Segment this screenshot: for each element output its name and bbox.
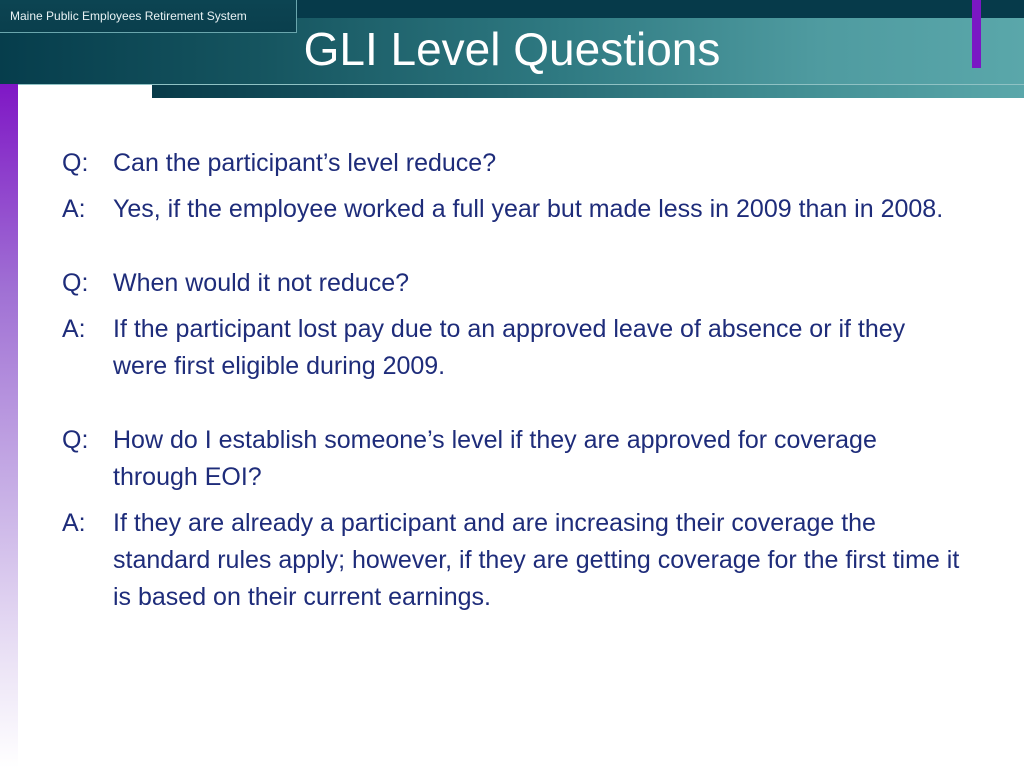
answer-row	[62, 191, 962, 228]
answer-marker: A:	[62, 315, 86, 343]
qa-content	[62, 145, 962, 616]
organization-name: Maine Public Employees Retirement System	[10, 9, 247, 23]
question-marker: Q:	[62, 269, 89, 297]
question-text: Can the participant’s level reduce?	[113, 149, 497, 177]
question-text: When would it not reduce?	[113, 269, 410, 297]
answer-row	[62, 311, 962, 385]
answer-text: If they are already a participant and are increasing their coverage the standard rules apply; however, if they are getting coverage for the first time it is based on their current earnings.	[113, 509, 960, 611]
question-marker: Q:	[62, 426, 89, 454]
question-row	[62, 145, 962, 182]
slide-title: GLI Level Questions	[303, 23, 721, 75]
purple-accent-bar	[972, 0, 981, 68]
question-row	[62, 265, 962, 302]
answer-marker: A:	[62, 195, 86, 223]
question-marker: Q:	[62, 149, 89, 177]
answer-text: If the participant lost pay due to an approved leave of absence or if they were first eligible during 2009.	[113, 315, 906, 380]
left-gradient-accent	[0, 84, 18, 768]
answer-marker: A:	[62, 509, 86, 537]
question-text: How do I establish someone’s level if they are approved for coverage through EOI?	[113, 426, 877, 491]
answer-row	[62, 505, 962, 616]
answer-text: Yes, if the employee worked a full year but made less in 2009 than in 2008.	[113, 195, 944, 223]
header-shadow-bar	[152, 85, 1024, 98]
question-row	[62, 422, 962, 496]
